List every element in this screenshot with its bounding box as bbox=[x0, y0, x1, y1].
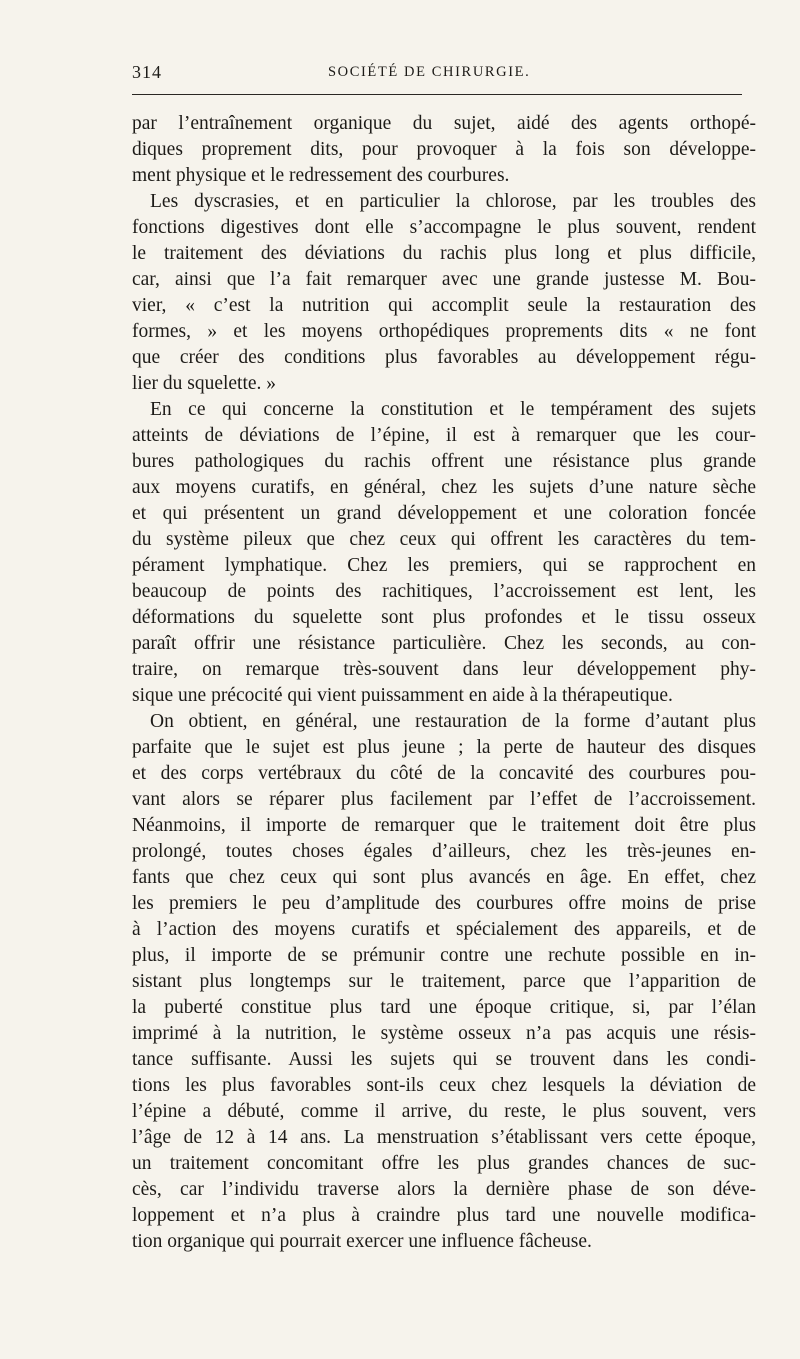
text-line: parfaite que le sujet est plus jeune ; la perte de hauteur des disques bbox=[132, 737, 756, 758]
text-line: tance suffisante. Aussi les sujets qui se trouvent dans les condi- bbox=[132, 1049, 756, 1070]
paragraph bbox=[132, 189, 756, 397]
text-line: formes, » et les moyens orthopédiques proprements dits « ne font bbox=[132, 321, 756, 342]
paragraph bbox=[132, 709, 756, 1255]
text-line: beaucoup de points des rachitiques, l’accroissement est lent, les bbox=[132, 581, 756, 602]
body-text bbox=[132, 111, 756, 1255]
text-line: fants que chez ceux qui sont plus avancés en âge. En effet, chez bbox=[132, 867, 756, 888]
text-line: En ce qui concerne la constitution et le tempérament des sujets bbox=[150, 399, 756, 420]
text-line: sique une précocité qui vient puissamment en aide à la thérapeutique. bbox=[132, 685, 673, 706]
page-header bbox=[132, 62, 742, 86]
text-line: imprimé à la nutrition, le système osseux n’a pas acquis une résis- bbox=[132, 1023, 756, 1044]
text-line: plus, il importe de se prémunir contre une rechute possible en in- bbox=[132, 945, 756, 966]
text-line: les premiers le peu d’amplitude des courbures offre moins de prise bbox=[132, 893, 756, 914]
text-line: traire, on remarque très-souvent dans leur développement phy- bbox=[132, 659, 756, 680]
page-number: 314 bbox=[132, 62, 162, 82]
text-line: bures pathologiques du rachis offrent une résistance plus grande bbox=[132, 451, 756, 472]
paragraph bbox=[132, 111, 756, 189]
text-line: fonctions digestives dont elle s’accompagne le plus souvent, rendent bbox=[132, 217, 756, 238]
paragraph bbox=[132, 397, 756, 709]
text-line: tion organique qui pourrait exercer une influence fâcheuse. bbox=[132, 1231, 592, 1252]
text-line: par l’entraînement organique du sujet, aidé des agents orthopé- bbox=[132, 113, 756, 134]
text-line: Néanmoins, il importe de remarquer que le traitement doit être plus bbox=[132, 815, 756, 836]
header-rule bbox=[132, 94, 742, 95]
text-line: cès, car l’individu traverse alors la dernière phase de son déve- bbox=[132, 1179, 756, 1200]
text-line: vier, « c’est la nutrition qui accomplit seule la restauration des bbox=[132, 295, 756, 316]
running-title: SOCIÉTÉ DE CHIRURGIE. bbox=[328, 64, 531, 80]
text-line: la puberté constitue plus tard une époque critique, si, par l’élan bbox=[132, 997, 756, 1018]
text-line: loppement et n’a plus à craindre plus tard une nouvelle modifica- bbox=[132, 1205, 756, 1226]
text-line: ment physique et le redressement des courbures. bbox=[132, 165, 510, 186]
text-line: lier du squelette. » bbox=[132, 373, 277, 394]
text-line: et des corps vertébraux du côté de la concavité des courbures pou- bbox=[132, 763, 756, 784]
text-line: déformations du squelette sont plus profondes et le tissu osseux bbox=[132, 607, 756, 628]
text-line: diques proprement dits, pour provoquer à la fois son développe- bbox=[132, 139, 756, 160]
text-line: sistant plus longtemps sur le traitement, parce que l’apparition de bbox=[132, 971, 756, 992]
text-line: et qui présentent un grand développement et une coloration foncée bbox=[132, 503, 756, 524]
text-line: un traitement concomitant offre les plus grandes chances de suc- bbox=[132, 1153, 756, 1174]
text-line: paraît offrir une résistance particulière. Chez les seconds, au con- bbox=[132, 633, 756, 654]
text-line: On obtient, en général, une restauration de la forme d’autant plus bbox=[150, 711, 756, 732]
text-line: le traitement des déviations du rachis plus long et plus difficile, bbox=[132, 243, 756, 264]
text-line: du système pileux que chez ceux qui offrent les caractères du tem- bbox=[132, 529, 756, 550]
text-line: atteints de déviations de l’épine, il est à remarquer que les cour- bbox=[132, 425, 756, 446]
text-line: tions les plus favorables sont-ils ceux chez lesquels la déviation de bbox=[132, 1075, 756, 1096]
text-line: Les dyscrasies, et en particulier la chlorose, par les troubles des bbox=[150, 191, 756, 212]
text-line: l’épine a débuté, comme il arrive, du reste, le plus souvent, vers bbox=[132, 1101, 756, 1122]
text-line: prolongé, toutes choses égales d’ailleurs, chez les très-jeunes en- bbox=[132, 841, 756, 862]
text-line: vant alors se réparer plus facilement par l’effet de l’accroissement. bbox=[132, 789, 756, 810]
text-line: à l’action des moyens curatifs et spécialement des appareils, et de bbox=[132, 919, 756, 940]
text-line: l’âge de 12 à 14 ans. La menstruation s’établissant vers cette époque, bbox=[132, 1127, 756, 1148]
text-line: car, ainsi que l’a fait remarquer avec une grande justesse M. Bou- bbox=[132, 269, 756, 290]
text-line: que créer des conditions plus favorables au développement régu- bbox=[132, 347, 756, 368]
text-line: pérament lymphatique. Chez les premiers, qui se rapprochent en bbox=[132, 555, 756, 576]
text-line: aux moyens curatifs, en général, chez les sujets d’une nature sèche bbox=[132, 477, 756, 498]
